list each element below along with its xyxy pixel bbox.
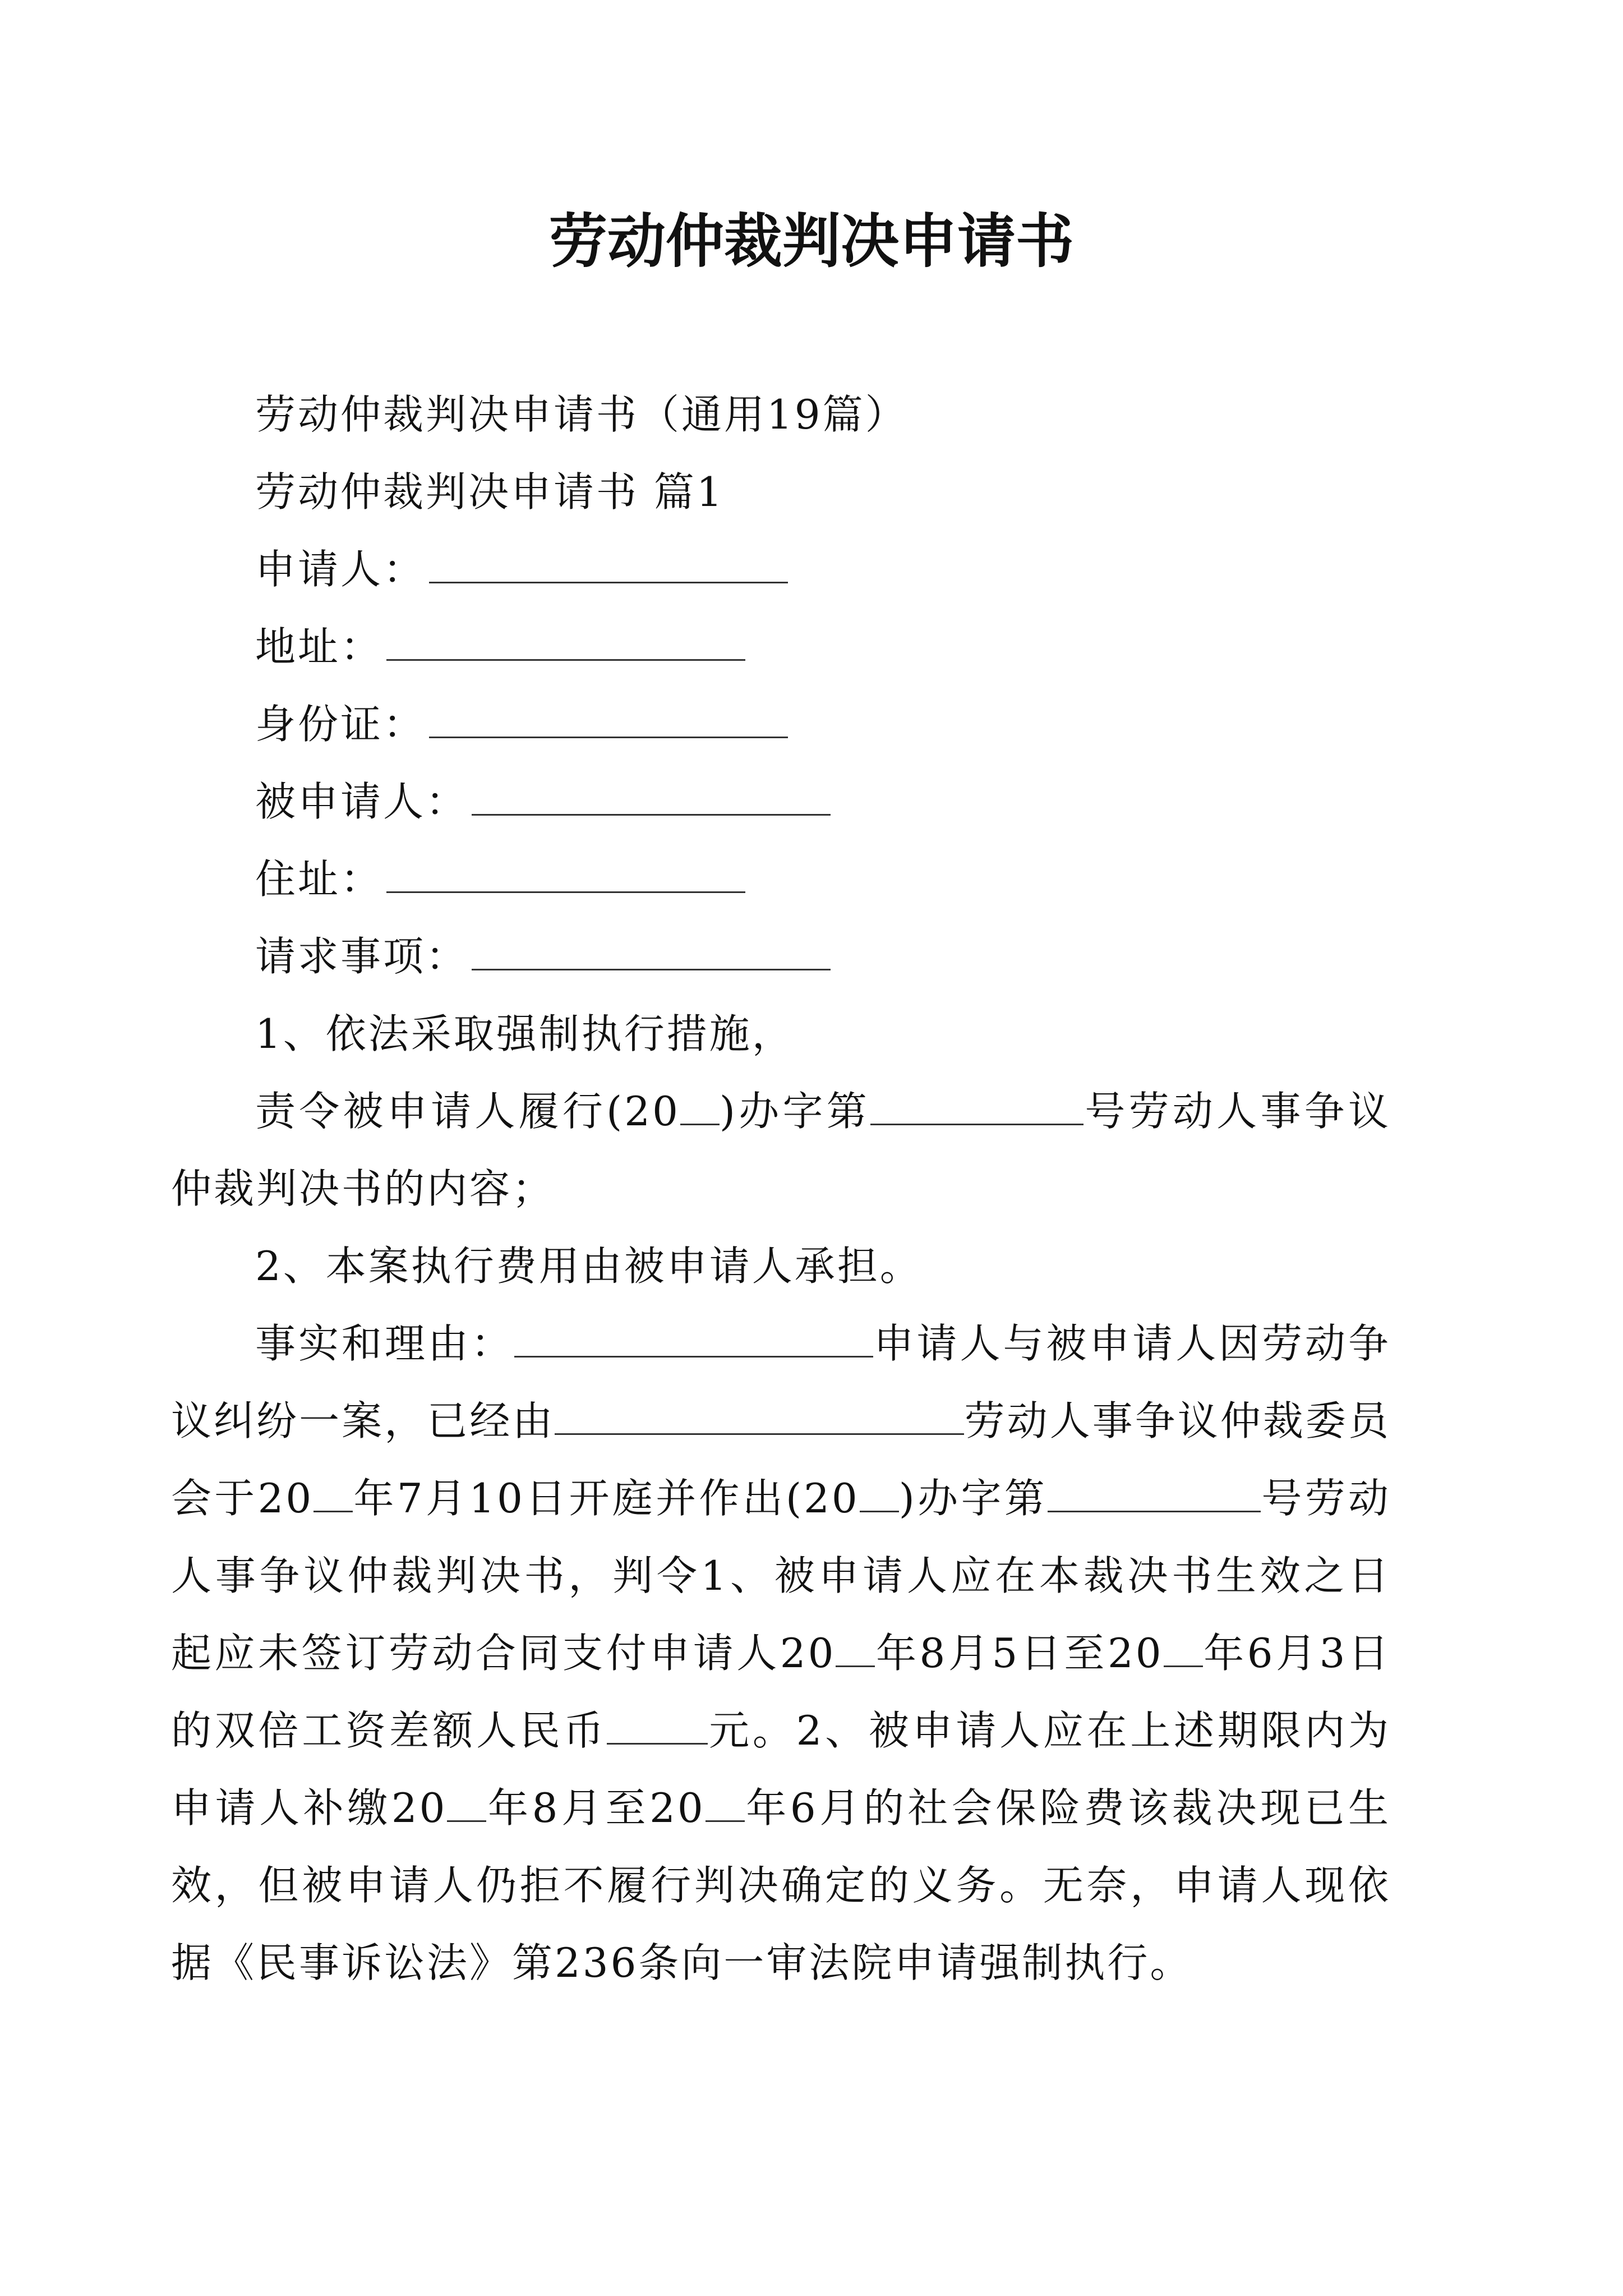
- field-applicant: [255, 531, 1391, 608]
- blank-line: [870, 1091, 1083, 1125]
- facts-paragraph: 事实和理由： 申请人与被申请人因劳动争议纠纷一案，已经由 劳动人事争议仲裁委员会于20 年7月10日开庭并作出(20 )办字第 号劳动人事争议仲裁判决书，判令1、被申请人应在本裁决书生效之日起应未签订劳动合同支付申请人20 年8月5日至20 年6月3日的双倍工资差额人民币 元。2、被申请人应在上述期限内为申请人补缴20 年8月至20 年6月的社会保险费该裁决现已生效，但被申请人仍拒不履行判决确定的义务。无奈，申请人现依据《民事诉讼法》第236条向一审法院申请强制执行。: [171, 1320, 1391, 1986]
- blank-line: [555, 1401, 964, 1435]
- field-address: [255, 608, 1391, 685]
- blank-line: [313, 1478, 353, 1512]
- field-label: 身份证：: [255, 701, 426, 748]
- field-id-card: [255, 685, 1391, 763]
- blank-line: [472, 936, 831, 970]
- field-label: 地址：: [255, 623, 384, 670]
- field-label: 被申请人：: [255, 778, 469, 825]
- blank-line: [429, 704, 788, 738]
- request-item-1-detail: 责令被申请人履行(20 )办字第 号劳动人事争议仲裁判决书的内容；: [171, 1088, 1391, 1212]
- field-residence: [255, 840, 1391, 918]
- blank-line: [680, 1091, 720, 1125]
- blank-line: [447, 1788, 486, 1822]
- blank-line: [1164, 1633, 1203, 1667]
- field-label: 请求事项：: [255, 933, 469, 980]
- blank-line: [386, 627, 745, 661]
- field-label: 申请人：: [255, 546, 426, 593]
- document-body: [171, 376, 1391, 2001]
- section-heading: 劳动仲裁判决申请书 篇1: [255, 468, 725, 516]
- document-title: 劳动仲裁判决申请书: [548, 206, 1074, 275]
- blank-line: [860, 1478, 899, 1512]
- blank-line: [836, 1633, 875, 1667]
- blank-line: [386, 859, 745, 893]
- blank-line: [472, 781, 831, 816]
- blank-line: [706, 1788, 745, 1822]
- blank-line: [514, 1323, 873, 1358]
- blank-line: [429, 549, 788, 583]
- field-requests: [255, 918, 1391, 995]
- blank-line: [1048, 1478, 1261, 1512]
- document-subtitle: 劳动仲裁判决申请书（通用19篇）: [255, 391, 908, 438]
- field-respondent: [255, 763, 1391, 840]
- request-item-1: 1、依法采取强制执行措施，: [255, 1010, 795, 1057]
- request-item-2: 2、本案执行费用由被申请人承担。: [255, 1243, 923, 1290]
- blank-line: [607, 1710, 708, 1745]
- field-label: 住址：: [255, 855, 384, 903]
